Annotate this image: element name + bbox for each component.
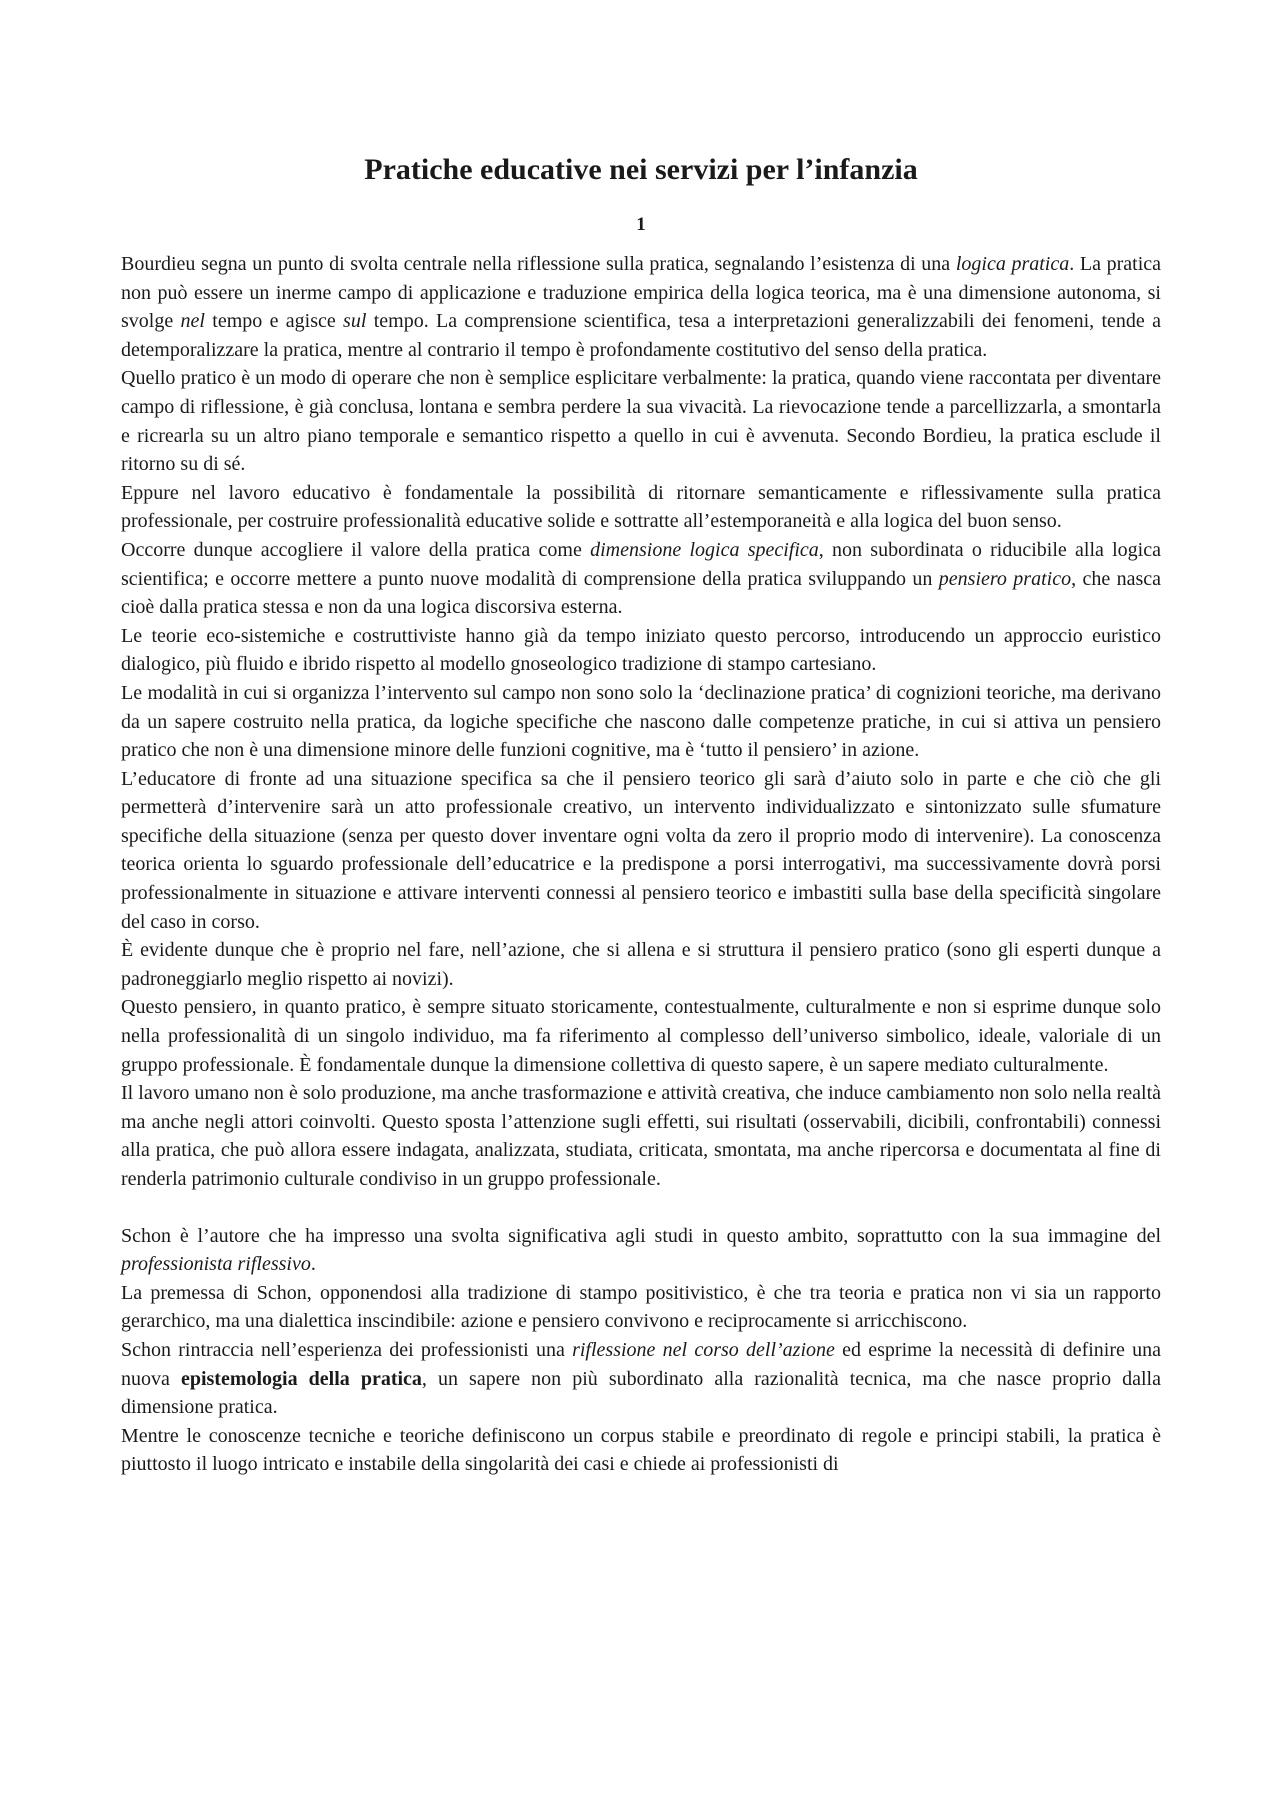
paragraph bbox=[121, 364, 1161, 478]
paragraph bbox=[121, 1336, 1161, 1422]
paragraph bbox=[121, 250, 1161, 364]
paragraph bbox=[121, 765, 1161, 937]
text-run: Quello pratico è un modo di operare che non è semplice esplicitare verbalmente: la pratica, quando viene raccontata per diventare campo di riflessione, è già conclusa, lontana e sembra perdere la sua vivacità. La rievocazione tende a parcellizzarla, a smontarla e ricrearla su un altro piano temporale e semantico rispetto a quello in cui è avvenuta. Secondo Bordieu, la pratica esclude il ritorno su di sé. bbox=[121, 367, 1161, 476]
section-bourdieu bbox=[121, 250, 1161, 1194]
paragraph bbox=[121, 993, 1161, 1079]
paragraph bbox=[121, 479, 1161, 536]
text-run: , un sapere non più subordinato alla razionalità tecnica, ma che nasce proprio dalla dimensione pratica. bbox=[121, 1367, 1161, 1419]
document-title: Pratiche educative nei servizi per l’infanzia bbox=[364, 153, 918, 186]
paragraph bbox=[121, 622, 1161, 679]
text-run: Le teorie eco-sistemiche e costruttiviste hanno già da tempo iniziato questo percorso, introducendo un approccio euristico dialogico, più fluido e ibrido rispetto al modello gnoseologico tradizione di stampo cartesiano. bbox=[121, 624, 1161, 676]
text-run: Questo pensiero, in quanto pratico, è sempre situato storicamente, contestualmente, culturalmente e non si esprime dunque solo nella professionalità di un singolo individuo, ma fa riferimento al complesso dell’universo simbolico, ideale, valoriale di un gruppo professionale. È fondamentale dunque la dimensione collettiva di questo sapere, è un sapere mediato culturalmente. bbox=[121, 996, 1161, 1076]
text-run: La premessa di Schon, opponendosi alla tradizione di stampo positivistico, è che tra teoria e pratica non vi sia un rapporto gerarchico, ma una dialettica inscindibile: azione e pensiero convivono e reciprocamente si arricchiscono. bbox=[121, 1281, 1161, 1333]
text-run: tempo e agisce bbox=[204, 310, 344, 333]
text-run: È evidente dunque che è proprio nel fare, nell’azione, che si allena e si struttura il pensiero pratico (sono gli esperti dunque a padroneggiarlo meglio rispetto ai novizi). bbox=[121, 939, 1161, 990]
paragraph bbox=[121, 1279, 1161, 1336]
text-run: tempo. La comprensione scientifica, tesa a interpretazioni generalizzabili dei fenomeni, tende a detemporalizzare la pratica, mentre al contrario il tempo è profondamente costitutivo del senso della pratica. bbox=[121, 310, 1161, 361]
text-run: . bbox=[310, 1253, 316, 1276]
bold-run: epistemologia della pratica bbox=[180, 1367, 422, 1390]
italic-run: pensiero pratico bbox=[938, 567, 1072, 590]
text-run: Schon è l’autore che ha impresso una svolta significativa agli studi in questo ambito, soprattutto con la sua immagine del bbox=[121, 1224, 1161, 1247]
paragraph bbox=[121, 679, 1161, 765]
section-gap bbox=[121, 1194, 1161, 1222]
text-run: ed esprime la necessità di definire una nuova bbox=[121, 1338, 1162, 1390]
paragraph bbox=[121, 1422, 1161, 1479]
text-run: , che nasca cioè dalla pratica stessa e non da una logica discorsiva esterna. bbox=[121, 567, 1161, 619]
italic-run: riflessione nel corso dell’azione bbox=[572, 1338, 835, 1361]
italic-run: logica pratica bbox=[955, 253, 1070, 275]
italic-run: professionista riflessivo bbox=[121, 1253, 311, 1276]
text-run: Mentre le conoscenze tecniche e teoriche definiscono un corpus stabile e preordinato di regole e principi stabili, la pratica è piuttosto il luogo intricato e instabile della singolarità dei casi e chiede ai professionisti di bbox=[121, 1424, 1161, 1476]
text-run: Bourdieu segna un punto di svolta centrale nella riflessione sulla pratica, segnalando l’esistenza di una bbox=[121, 253, 956, 275]
italic-run: nel bbox=[180, 310, 205, 333]
paragraph bbox=[121, 936, 1161, 993]
text-run: Le modalità in cui si organizza l’intervento sul campo non sono solo la ‘declinazione pratica’ di cognizioni teoriche, ma derivano da un sapere costruito nella pratica, da logiche specifiche che nascono dalle competenze pratiche, in cui si attiva un pensiero pratico che non è una dimensione minore delle funzioni cognitive, ma è ‘tutto il pensiero’ in azione. bbox=[121, 681, 1161, 762]
text-run: Occorre dunque accogliere il valore della pratica come bbox=[121, 538, 591, 561]
italic-run: sul bbox=[343, 310, 367, 333]
text-run: Schon rintraccia nell’esperienza dei professionisti una bbox=[121, 1338, 573, 1361]
document-page bbox=[121, 150, 1161, 1479]
text-run: L’educatore di fronte ad una situazione specifica sa che il pensiero teorico gli sarà d’aiuto solo in parte e che ciò che gli permetterà d’intervenire sarà un atto professionale creativo, un intervento individualizzato e sintonizzato sulle sfumature specifiche della situazione (senza per questo dover inventare ogni volta da zero il proprio modo di intervenire). La conoscenza teorica orienta lo sguardo professionale dell’educatrice e la predispone a porsi interrogativi, ma successivamente dovrà porsi professionalmente in situazione e attivare interventi connessi al pensiero teorico e imbastiti sulla base della specificità singolare del caso in corso. bbox=[121, 767, 1161, 933]
paragraph bbox=[121, 1079, 1161, 1193]
paragraph bbox=[121, 1222, 1161, 1279]
text-run: Il lavoro umano non è solo produzione, ma anche trasformazione e attività creativa, che induce cambiamento non solo nella realtà ma anche negli attori coinvolti. Questo sposta l’attenzione sugli effetti, sui risultati (osservabili, dicibili, confrontabili) connessi alla pratica, che può allora essere indagata, analizzata, studiata, criticata, smontata, ma anche ripercorsa e documentata al fine di renderla patrimonio culturale condiviso in un gruppo professionale. bbox=[121, 1082, 1161, 1190]
italic-run: dimensione logica specifica bbox=[590, 538, 819, 561]
text-run: Eppure nel lavoro educativo è fondamentale la possibilità di ritornare semanticamente e riflessivamente sulla pratica professionale, per costruire professionalità educative solide e sottratte all’estemporaneità e alla logica del buon senso. bbox=[121, 481, 1161, 533]
text-run: , non subordinata o riducibile alla logica scientifica; e occorre mettere a punto nuove modalità di comprensione della pratica sviluppando un bbox=[121, 538, 1161, 590]
paragraph bbox=[121, 536, 1161, 622]
section-schon bbox=[121, 1222, 1161, 1479]
chapter-number: 1 bbox=[636, 214, 646, 235]
text-run: . La pratica non può essere un inerme campo di applicazione e traduzione empirica della logica teorica, ma è una dimensione autonoma, si svolge bbox=[121, 253, 1162, 333]
